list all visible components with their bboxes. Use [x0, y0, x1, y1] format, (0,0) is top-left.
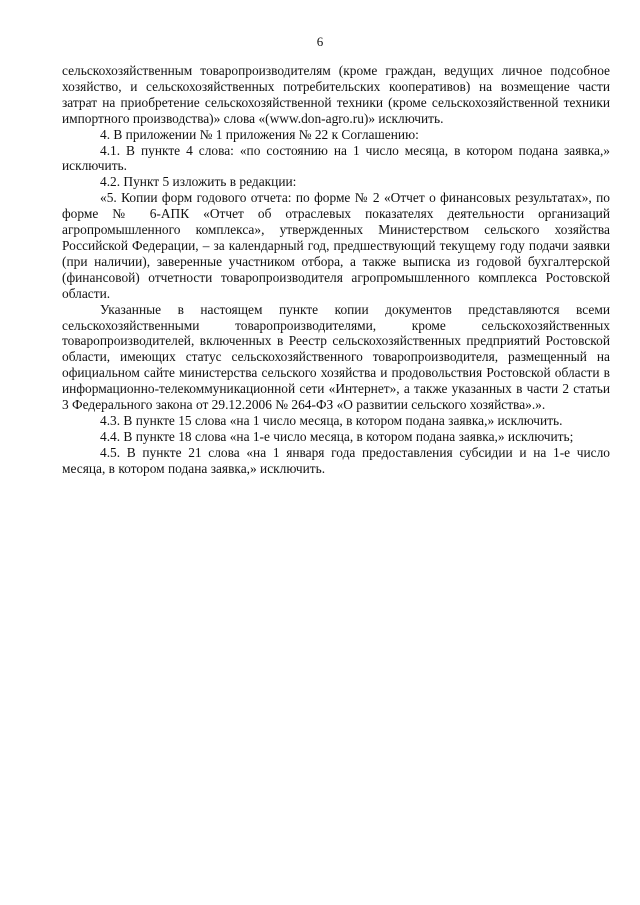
paragraph-item-4-1: 4.1. В пункте 4 слова: «по состоянию на 1 число месяца, в котором подана заявка,» исключить. [62, 142, 610, 174]
paragraph-point-5-text: «5. Копии форм годового отчета: по форме № 2 «Отчет о финансовых результатах», по форме № 6-АПК «Отчет об отраслевых показателях деятельности организаций агропромышленного комплекса», утвержденных Министерством сельского хозяйства Российской Федерации, – за календарный год, предшествующий текущему году подачи заявки (при наличии), заверенные участником отбора, а также выписка из годовой бухгалтерской (финансовой) отчетности товаропроизводителя агропромышленного комплекса Ростовской области. [62, 190, 610, 301]
paragraph-item-4-5: 4.5. В пункте 21 слова «на 1 января года предоставления субсидии и на 1-е число месяца, в котором подана заявка,» исключить. [62, 444, 610, 476]
paragraph-item-4: 4. В приложении № 1 приложения № 22 к Соглашению: [100, 126, 419, 142]
paragraph-item-4-2: 4.2. Пункт 5 изложить в редакции: [100, 174, 297, 190]
paragraph-documents-note: Указанные в настоящем пункте копии документов представляются всеми сельскохозяйственными товаропроизводителями, кроме сельскохозяйственных товаропроизводителей, включенных в Реестр сельскохозяйственных предприятий Ростовской области, имеющих статус сельскохозяйственного товаропроизводителя, размещенный на официальном сайте министерства сельского хозяйства и продовольствия Ростовской области в информационно-телекоммуникационной сети «Интернет», а также указанных в части 2 статьи 3 Федерального закона от 29.12.2006 № 264-ФЗ «О развитии сельского хозяйства».». [62, 301, 610, 413]
page-number: 6 [316, 34, 324, 49]
paragraph-item-4-3: 4.3. В пункте 15 слова «на 1 число месяца, в котором подана заявка,» исключить. [100, 412, 563, 428]
paragraph-continuation: сельскохозяйственным товаропроизводителям (кроме граждан, ведущих личное подсобное хозяйство, и сельскохозяйственных потребительских кооперативов) на возмещение части затрат на приобретение сельскохозяйственной техники (кроме сельскохозяйственной техники импортного производства)» слова «(www.don-agro.ru)» исключить. [62, 63, 610, 126]
document-body [62, 63, 610, 477]
paragraph-item-4-4: 4.4. В пункте 18 слова «на 1-е число месяца, в котором подана заявка,» исключить; [100, 428, 574, 444]
